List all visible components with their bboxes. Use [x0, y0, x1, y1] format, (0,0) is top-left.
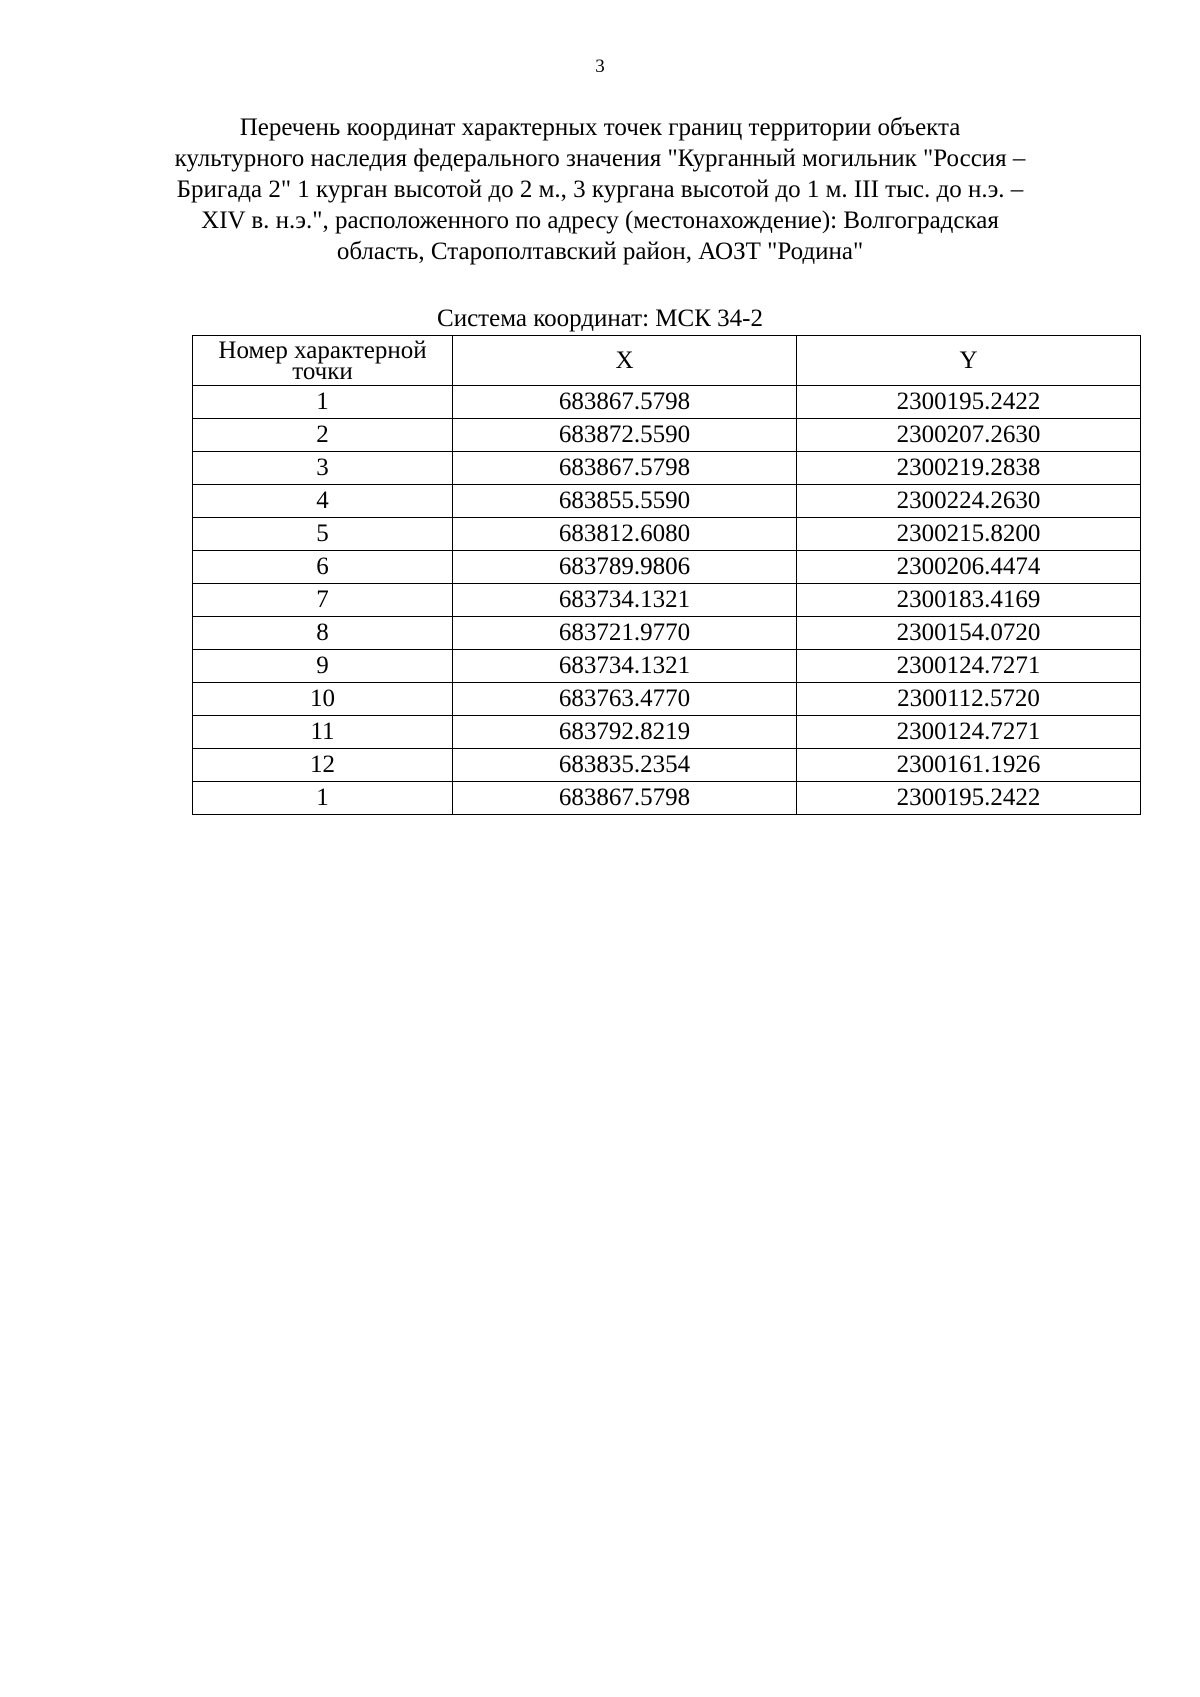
cell-x: 683763.4770 — [453, 683, 797, 716]
cell-x: 683867.5798 — [453, 782, 797, 815]
cell-y: 2300207.2630 — [797, 419, 1141, 452]
table-row — [193, 617, 1141, 650]
cell-y: 2300195.2422 — [797, 386, 1141, 419]
title-line: культурного наследия федерального значения "Курганный могильник "Россия – — [174, 145, 1026, 172]
cell-y: 2300219.2838 — [797, 452, 1141, 485]
cell-x: 683734.1321 — [453, 650, 797, 683]
cell-point-number: 9 — [193, 650, 453, 683]
cell-x: 683734.1321 — [453, 584, 797, 617]
cell-point-number: 10 — [193, 683, 453, 716]
header-x: X — [453, 336, 797, 386]
cell-y: 2300124.7271 — [797, 650, 1141, 683]
coordinate-system-caption: Система координат: МСК 34-2 — [437, 305, 763, 332]
cell-x: 683872.5590 — [453, 419, 797, 452]
title-line: XIV в. н.э.", расположенного по адресу (местонахождение): Волгоградская — [201, 207, 999, 234]
cell-point-number: 2 — [193, 419, 453, 452]
table-row — [193, 518, 1141, 551]
cell-y: 2300161.1926 — [797, 749, 1141, 782]
cell-y: 2300206.4474 — [797, 551, 1141, 584]
page-number: 3 — [595, 56, 605, 77]
cell-x: 683721.9770 — [453, 617, 797, 650]
cell-y: 2300195.2422 — [797, 782, 1141, 815]
title-line: Перечень координат характерных точек границ территории объекта — [239, 114, 961, 141]
table-row — [193, 683, 1141, 716]
table-row — [193, 386, 1141, 419]
cell-x: 683812.6080 — [453, 518, 797, 551]
table-row — [193, 452, 1141, 485]
table-row — [193, 749, 1141, 782]
cell-point-number: 5 — [193, 518, 453, 551]
cell-point-number: 3 — [193, 452, 453, 485]
cell-point-number: 8 — [193, 617, 453, 650]
header-y: Y — [797, 336, 1141, 386]
cell-x: 683867.5798 — [453, 386, 797, 419]
table-header-row — [193, 336, 1141, 386]
coordinates-table — [192, 335, 1141, 815]
cell-y: 2300112.5720 — [797, 683, 1141, 716]
cell-x: 683789.9806 — [453, 551, 797, 584]
header-point-number: Номер характерной точки — [193, 336, 453, 386]
cell-y: 2300215.8200 — [797, 518, 1141, 551]
cell-y: 2300183.4169 — [797, 584, 1141, 617]
table-row — [193, 485, 1141, 518]
cell-x: 683867.5798 — [453, 452, 797, 485]
cell-point-number: 12 — [193, 749, 453, 782]
table-body — [193, 386, 1141, 815]
table-row — [193, 584, 1141, 617]
cell-point-number: 7 — [193, 584, 453, 617]
cell-y: 2300224.2630 — [797, 485, 1141, 518]
table-row — [193, 419, 1141, 452]
table-row — [193, 716, 1141, 749]
table-row — [193, 551, 1141, 584]
cell-x: 683792.8219 — [453, 716, 797, 749]
document-title — [160, 112, 1040, 267]
cell-point-number: 4 — [193, 485, 453, 518]
cell-point-number: 6 — [193, 551, 453, 584]
title-line: область, Старополтавский район, АОЗТ "Родина" — [336, 238, 864, 265]
cell-point-number: 1 — [193, 782, 453, 815]
title-line: Бригада 2" 1 курган высотой до 2 м., 3 кургана высотой до 1 м. III тыс. до н.э. – — [176, 176, 1024, 203]
table-row — [193, 782, 1141, 815]
cell-point-number: 1 — [193, 386, 453, 419]
cell-x: 683835.2354 — [453, 749, 797, 782]
cell-x: 683855.5590 — [453, 485, 797, 518]
cell-y: 2300124.7271 — [797, 716, 1141, 749]
table-row — [193, 650, 1141, 683]
cell-y: 2300154.0720 — [797, 617, 1141, 650]
cell-point-number: 11 — [193, 716, 453, 749]
